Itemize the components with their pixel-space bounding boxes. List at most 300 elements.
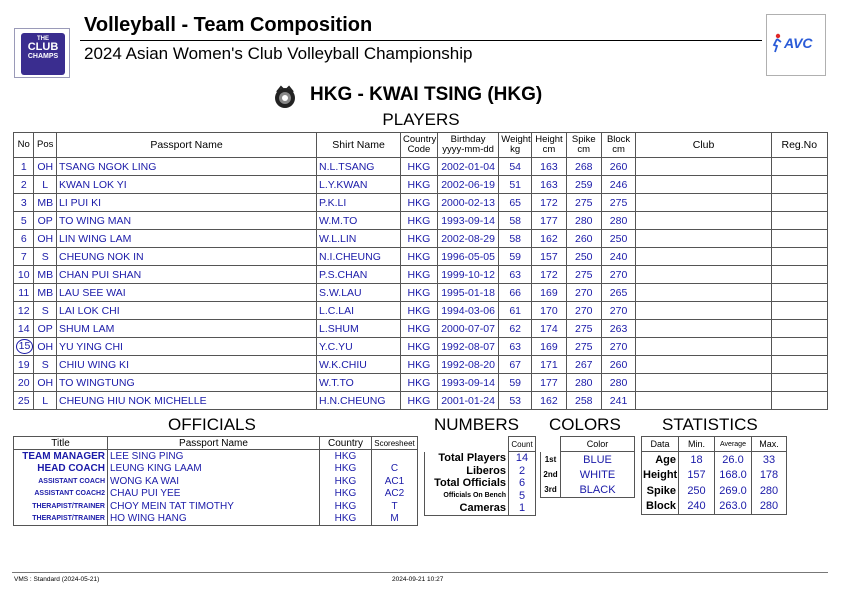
player-no-value: 19	[17, 358, 30, 371]
avc-logo-text: AVC	[784, 35, 813, 51]
player-row	[14, 302, 828, 320]
col-height-l1: Height	[535, 134, 563, 145]
stats-min: 157	[679, 468, 715, 484]
player-spike: 280	[566, 212, 601, 230]
official-scoresheet: C	[372, 463, 418, 476]
player-birthday: 2000-07-07	[437, 320, 498, 338]
player-height: 169	[532, 338, 567, 356]
officials-col-scoresheet: Scoresheet	[372, 437, 418, 450]
col-spike-l2: cm	[577, 144, 591, 155]
player-passport-name: TO WINGTUNG	[56, 374, 316, 392]
player-country: HKG	[401, 320, 438, 338]
player-no-value: 12	[17, 304, 30, 317]
player-weight: 66	[499, 284, 532, 302]
footer-timestamp: 2024-09-21 10:27	[392, 576, 444, 583]
player-block: 280	[601, 374, 636, 392]
player-weight: 59	[499, 374, 532, 392]
player-pos: MB	[34, 284, 57, 302]
player-reg-no	[771, 194, 827, 212]
officials-col-passport-name: Passport Name	[108, 437, 320, 450]
numbers-table	[424, 436, 536, 516]
official-row	[14, 513, 418, 526]
player-shirt-name: W.M.TO	[317, 212, 401, 230]
player-no-value: 10	[17, 268, 30, 281]
player-birthday: 1999-10-12	[437, 266, 498, 284]
player-block: 250	[601, 230, 636, 248]
numbers-row	[425, 502, 536, 515]
player-shirt-name: L.SHUM	[317, 320, 401, 338]
player-passport-name: LAI LOK CHI	[56, 302, 316, 320]
player-pos: OH	[34, 230, 57, 248]
player-birthday: 1995-01-18	[437, 284, 498, 302]
statistics-heading: STATISTICS	[662, 415, 758, 434]
official-country: HKG	[320, 475, 372, 488]
official-row	[14, 488, 418, 501]
player-passport-name: SHUM LAM	[56, 320, 316, 338]
official-scoresheet: M	[372, 513, 418, 526]
colors-value: BLACK	[561, 482, 635, 498]
player-birthday: 2001-01-24	[437, 392, 498, 410]
stats-max: 33	[752, 452, 787, 468]
numbers-value: 14	[509, 452, 536, 465]
stats-min: 240	[679, 499, 715, 515]
player-height: 172	[532, 266, 567, 284]
stats-average: 263.0	[715, 499, 752, 515]
player-country: HKG	[401, 194, 438, 212]
player-weight: 63	[499, 338, 532, 356]
player-club	[636, 356, 771, 374]
player-height: 163	[532, 176, 567, 194]
player-country: HKG	[401, 356, 438, 374]
col-weight	[499, 133, 532, 158]
player-reg-no	[771, 212, 827, 230]
official-passport-name: LEUNG KING LAAM	[108, 463, 320, 476]
statistics-row	[642, 499, 787, 515]
player-row	[14, 212, 828, 230]
players-table	[13, 132, 828, 410]
official-country: HKG	[320, 488, 372, 501]
player-country: HKG	[401, 176, 438, 194]
player-club	[636, 248, 771, 266]
player-passport-name: LI PUI KI	[56, 194, 316, 212]
player-reg-no	[771, 302, 827, 320]
official-title: TEAM MANAGER	[14, 450, 108, 463]
footer-version: VMS : Standard (2024-05-21)	[14, 576, 100, 583]
player-club	[636, 374, 771, 392]
stats-average: 26.0	[715, 452, 752, 468]
player-block: 275	[601, 194, 636, 212]
footer-divider	[12, 572, 828, 573]
stats-min: 18	[679, 452, 715, 468]
player-no	[14, 158, 34, 176]
player-no	[14, 284, 34, 302]
player-pos: S	[34, 302, 57, 320]
player-no-value: 5	[20, 214, 27, 227]
stats-col-data: Data	[642, 437, 679, 452]
official-title: ASSISTANT COACH	[14, 475, 108, 488]
player-pos: L	[34, 392, 57, 410]
player-passport-name: LIN WING LAM	[56, 230, 316, 248]
officials-col-country: Country	[320, 437, 372, 450]
player-block: 246	[601, 176, 636, 194]
player-shirt-name: L.Y.KWAN	[317, 176, 401, 194]
player-club	[636, 338, 771, 356]
player-no	[14, 338, 34, 356]
player-weight: 63	[499, 266, 532, 284]
numbers-row	[425, 477, 536, 490]
official-passport-name: HO WING HANG	[108, 513, 320, 526]
player-reg-no	[771, 248, 827, 266]
player-country: HKG	[401, 392, 438, 410]
logo-left-line3: CHAMPS	[27, 53, 59, 60]
officials-col-title: Title	[14, 437, 108, 450]
player-passport-name: CHEUNG NOK IN	[56, 248, 316, 266]
player-country: HKG	[401, 212, 438, 230]
title-divider	[80, 40, 762, 41]
player-birthday: 1993-09-14	[437, 212, 498, 230]
official-country: HKG	[320, 463, 372, 476]
player-no	[14, 320, 34, 338]
player-no-value: 25	[17, 394, 30, 407]
official-passport-name: CHOY MEIN TAT TIMOTHY	[108, 500, 320, 513]
player-row	[14, 194, 828, 212]
player-row	[14, 374, 828, 392]
col-country-l1: Country	[403, 134, 437, 145]
numbers-row	[425, 465, 536, 478]
player-passport-name: TSANG NGOK LING	[56, 158, 316, 176]
official-row	[14, 463, 418, 476]
colors-label: 1st	[541, 452, 561, 468]
player-shirt-name: W.T.TO	[317, 374, 401, 392]
col-country-l2: Code	[407, 144, 431, 155]
player-club	[636, 284, 771, 302]
player-reg-no	[771, 284, 827, 302]
numbers-label: Liberos	[425, 465, 509, 478]
logo-left-line2: CLUB	[27, 41, 59, 53]
stats-label: Height	[643, 469, 678, 482]
player-reg-no	[771, 266, 827, 284]
player-no	[14, 356, 34, 374]
numbers-label: Officials On Bench	[425, 490, 509, 503]
player-club	[636, 392, 771, 410]
official-country: HKG	[320, 500, 372, 513]
player-spike: 275	[566, 266, 601, 284]
volleyball-player-icon	[771, 33, 783, 53]
colors-table	[540, 436, 635, 498]
player-reg-no	[771, 338, 827, 356]
statistics-row	[642, 483, 787, 499]
player-height: 169	[532, 284, 567, 302]
player-birthday: 2002-08-29	[437, 230, 498, 248]
player-spike: 258	[566, 392, 601, 410]
player-reg-no	[771, 374, 827, 392]
stats-label: Spike	[642, 483, 679, 499]
numbers-value: 1	[509, 502, 536, 515]
player-birthday: 1992-08-20	[437, 356, 498, 374]
col-weight-l1: Weight	[501, 134, 531, 145]
player-birthday: 2002-01-04	[437, 158, 498, 176]
player-country: HKG	[401, 302, 438, 320]
player-club	[636, 158, 771, 176]
player-no-value: 3	[20, 196, 27, 209]
player-weight: 51	[499, 176, 532, 194]
player-row	[14, 158, 828, 176]
official-row	[14, 475, 418, 488]
logo-left-line1: THE	[37, 36, 49, 42]
col-height-l2: cm	[542, 144, 556, 155]
player-no	[14, 374, 34, 392]
player-block: 260	[601, 356, 636, 374]
stats-label: Block	[642, 499, 679, 515]
officials-heading: OFFICIALS	[168, 415, 256, 434]
colors-row	[541, 452, 635, 468]
player-block: 270	[601, 266, 636, 284]
player-pos: OP	[34, 212, 57, 230]
col-pos: Pos	[34, 133, 57, 158]
officials-table	[13, 436, 418, 526]
player-reg-no	[771, 356, 827, 374]
col-birthday	[437, 133, 498, 158]
official-title: ASSISTANT COACH2	[14, 488, 108, 501]
player-spike: 259	[566, 176, 601, 194]
player-pos: OH	[34, 158, 57, 176]
player-spike: 267	[566, 356, 601, 374]
numbers-label: Cameras	[425, 502, 509, 515]
player-reg-no	[771, 230, 827, 248]
player-passport-name: YU YING CHI	[56, 338, 316, 356]
stats-col-min: Min.	[679, 437, 715, 452]
player-no-value: 14	[17, 322, 30, 335]
official-passport-name: CHAU PUI YEE	[108, 488, 320, 501]
col-spike-l1: Spike	[571, 134, 596, 145]
col-spike	[566, 133, 601, 158]
players-header-row	[14, 133, 828, 158]
player-block: 265	[601, 284, 636, 302]
player-passport-name: TO WING MAN	[56, 212, 316, 230]
col-birthday-l1: Birthday	[450, 134, 486, 145]
official-country: HKG	[320, 450, 372, 463]
player-passport-name: CHEUNG HIU NOK MICHELLE	[56, 392, 316, 410]
player-block: 280	[601, 212, 636, 230]
player-birthday: 1992-08-07	[437, 338, 498, 356]
player-country: HKG	[401, 338, 438, 356]
numbers-label: Total Players	[425, 452, 509, 465]
player-height: 162	[532, 230, 567, 248]
player-pos: OH	[34, 338, 57, 356]
player-no-value: 1	[20, 160, 27, 173]
player-weight: 58	[499, 230, 532, 248]
player-row	[14, 320, 828, 338]
numbers-value: 6	[509, 477, 536, 490]
col-no: No	[14, 133, 34, 158]
player-pos: MB	[34, 194, 57, 212]
player-club	[636, 176, 771, 194]
player-row	[14, 284, 828, 302]
colors-label: 2nd	[541, 467, 561, 482]
player-block: 270	[601, 302, 636, 320]
player-height: 162	[532, 392, 567, 410]
player-pos: OP	[34, 320, 57, 338]
stats-max: 280	[752, 483, 787, 499]
player-passport-name: CHAN PUI SHAN	[56, 266, 316, 284]
colors-col-color: Color	[561, 437, 635, 452]
player-no	[14, 194, 34, 212]
player-row	[14, 338, 828, 356]
player-shirt-name: Y.C.YU	[317, 338, 401, 356]
colors-value: WHITE	[561, 467, 635, 482]
player-spike: 270	[566, 284, 601, 302]
official-row	[14, 500, 418, 513]
player-no	[14, 266, 34, 284]
stats-max: 178	[752, 468, 787, 484]
player-spike: 280	[566, 374, 601, 392]
col-weight-l2: kg	[510, 144, 521, 155]
player-no-value: 15	[16, 339, 33, 354]
player-pos: L	[34, 176, 57, 194]
player-no-value: 6	[20, 232, 27, 245]
player-birthday: 1993-09-14	[437, 374, 498, 392]
player-country: HKG	[401, 158, 438, 176]
player-row	[14, 356, 828, 374]
player-no	[14, 302, 34, 320]
colors-row	[541, 482, 635, 498]
stats-col-max: Max.	[752, 437, 787, 452]
player-weight: 59	[499, 248, 532, 266]
player-height: 170	[532, 302, 567, 320]
player-reg-no	[771, 158, 827, 176]
official-passport-name: WONG KA WAI	[108, 475, 320, 488]
player-pos: MB	[34, 266, 57, 284]
col-passport-name: Passport Name	[56, 133, 316, 158]
player-weight: 54	[499, 158, 532, 176]
player-height: 172	[532, 194, 567, 212]
col-height	[532, 133, 567, 158]
statistics-header-row	[642, 437, 787, 452]
player-no	[14, 392, 34, 410]
player-shirt-name: L.C.LAI	[317, 302, 401, 320]
numbers-value: 2	[509, 465, 536, 478]
player-club	[636, 302, 771, 320]
player-no	[14, 212, 34, 230]
player-country: HKG	[401, 248, 438, 266]
official-country: HKG	[320, 513, 372, 526]
team-title: HKG - KWAI TSING (HKG)	[310, 84, 543, 105]
colors-heading: COLORS	[549, 415, 621, 434]
colors-row	[541, 467, 635, 482]
official-scoresheet: AC1	[372, 475, 418, 488]
official-scoresheet: T	[372, 500, 418, 513]
player-reg-no	[771, 176, 827, 194]
player-row	[14, 248, 828, 266]
avc-logo	[766, 14, 826, 76]
player-shirt-name: H.N.CHEUNG	[317, 392, 401, 410]
player-weight: 62	[499, 320, 532, 338]
team-emblem-icon	[272, 84, 298, 110]
page-title: Volleyball - Team Composition	[84, 14, 373, 36]
col-club: Club	[636, 133, 771, 158]
player-birthday: 1994-03-06	[437, 302, 498, 320]
player-weight: 61	[499, 302, 532, 320]
player-no	[14, 230, 34, 248]
colors-header-row	[541, 437, 635, 452]
numbers-label: Total Officials	[425, 477, 509, 490]
col-reg-no: Reg.No	[771, 133, 827, 158]
player-country: HKG	[401, 374, 438, 392]
player-weight: 67	[499, 356, 532, 374]
stats-label: Age	[642, 452, 679, 468]
player-pos: S	[34, 248, 57, 266]
player-no	[14, 176, 34, 194]
colors-value: BLUE	[561, 452, 635, 468]
official-title: THERAPIST/TRAINER	[14, 513, 108, 526]
player-block: 263	[601, 320, 636, 338]
player-birthday: 2002-06-19	[437, 176, 498, 194]
player-spike: 268	[566, 158, 601, 176]
player-shirt-name: W.K.CHIU	[317, 356, 401, 374]
player-shirt-name: P.S.CHAN	[317, 266, 401, 284]
player-birthday: 1996-05-05	[437, 248, 498, 266]
player-shirt-name: S.W.LAU	[317, 284, 401, 302]
player-height: 177	[532, 212, 567, 230]
officials-header-row	[14, 437, 418, 450]
official-scoresheet: AC2	[372, 488, 418, 501]
numbers-row	[425, 490, 536, 503]
player-club	[636, 266, 771, 284]
official-passport-name: LEE SING PING	[108, 450, 320, 463]
statistics-table	[641, 436, 787, 515]
player-shirt-name: N.L.TSANG	[317, 158, 401, 176]
official-scoresheet	[372, 450, 418, 463]
page-subtitle: 2024 Asian Women's Club Volleyball Championship	[84, 44, 473, 63]
player-block: 270	[601, 338, 636, 356]
numbers-col-count: Count	[509, 437, 536, 452]
player-spike: 260	[566, 230, 601, 248]
club-champs-logo	[14, 28, 70, 78]
player-shirt-name: P.K.LI	[317, 194, 401, 212]
player-weight: 58	[499, 212, 532, 230]
player-shirt-name: N.I.CHEUNG	[317, 248, 401, 266]
player-country: HKG	[401, 284, 438, 302]
stats-max: 280	[752, 499, 787, 515]
statistics-row	[642, 452, 787, 468]
colors-label: 3rd	[541, 482, 561, 498]
player-row	[14, 176, 828, 194]
player-height: 174	[532, 320, 567, 338]
numbers-value: 5	[509, 490, 536, 503]
player-no-value: 11	[18, 286, 30, 299]
player-spike: 275	[566, 338, 601, 356]
player-no-value: 2	[20, 178, 27, 191]
player-country: HKG	[401, 266, 438, 284]
statistics-row	[642, 468, 787, 484]
official-title: HEAD COACH	[14, 463, 108, 476]
stats-average: 168.0	[715, 468, 752, 484]
player-passport-name: CHIU WING KI	[56, 356, 316, 374]
player-spike: 275	[566, 320, 601, 338]
player-row	[14, 266, 828, 284]
player-height: 171	[532, 356, 567, 374]
numbers-heading: NUMBERS	[434, 415, 520, 434]
col-birthday-l2: yyyy-mm-dd	[442, 144, 494, 155]
player-block: 241	[601, 392, 636, 410]
stats-average: 269.0	[715, 483, 752, 499]
stats-col-average: Average	[715, 437, 752, 452]
numbers-header-row	[425, 437, 536, 452]
player-weight: 65	[499, 194, 532, 212]
player-club	[636, 230, 771, 248]
col-block-l1: Block	[606, 134, 631, 145]
player-pos: S	[34, 356, 57, 374]
